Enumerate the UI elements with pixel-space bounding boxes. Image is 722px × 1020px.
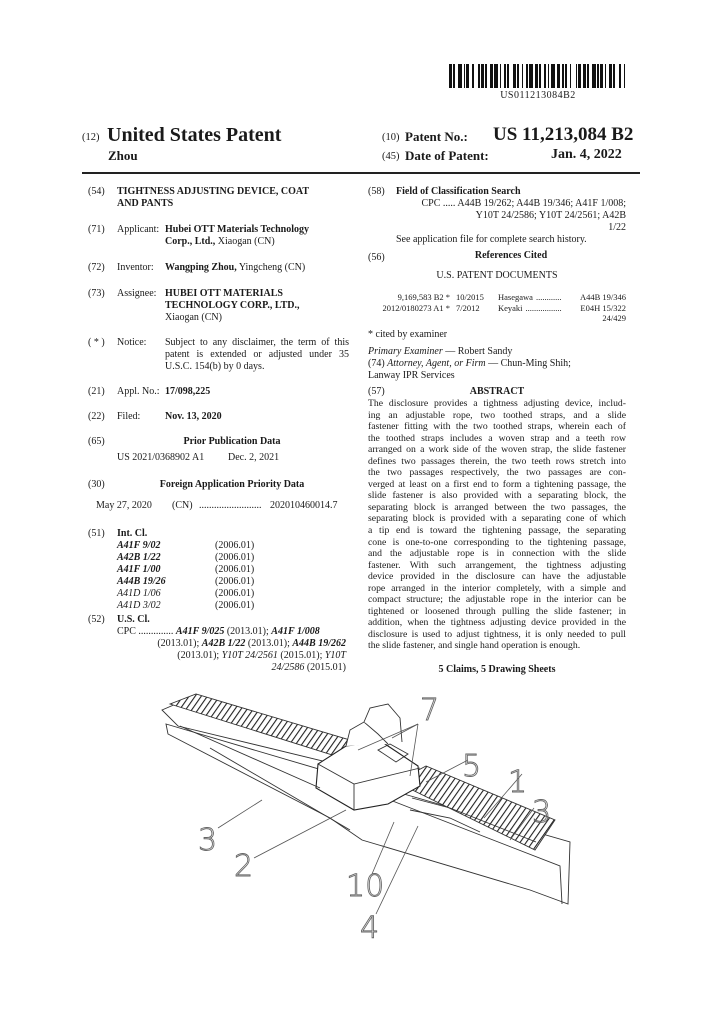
classification-line-1: CPC ..... A44B 19/262; A44B 19/346; A41F 1/008; — [421, 198, 626, 209]
date-label: Date of Patent: — [405, 148, 489, 163]
barcode-bar — [625, 64, 626, 88]
references-heading: References Cited — [474, 250, 548, 261]
patent-date: Jan. 4, 2022 — [551, 147, 622, 162]
abstract-line: rope arranged in the interior completely, with a simple and — [368, 582, 626, 594]
label-10: 10 — [346, 869, 385, 904]
us-patent-documents-heading: U.S. PATENT DOCUMENTS — [436, 270, 558, 281]
prior-publication-date: Dec. 2, 2021 — [228, 452, 280, 463]
us-cl-line-3: (2013.01); Y10T 24/2561 (2015.01); Y10T — [177, 650, 346, 661]
code-54: (54) — [88, 186, 105, 197]
us-cl-heading: U.S. Cl. — [117, 614, 150, 625]
abstract-line: tightened or loosened through pulling the slide fastener; in — [368, 605, 626, 617]
abstract-line: the slide fastener, and single hand operation is enough. — [368, 640, 581, 652]
attorney-firm: Lanway IPR Services — [368, 370, 455, 381]
header-rule — [82, 172, 640, 174]
code-52: (52) — [88, 614, 105, 625]
code-22: (22) — [88, 411, 105, 422]
label-3-right: 3 — [532, 795, 552, 830]
inventor-location: Yingcheng (CN) — [236, 262, 306, 273]
int-cl-version: (2006.01) — [215, 552, 255, 563]
appl-no-label: Appl. No.: — [117, 386, 160, 397]
code-10: (10) — [382, 132, 400, 143]
abstract-line: disclosure is used to adjust tightness, it is only needed to pull — [368, 628, 626, 640]
priority-number: 202010460014.7 — [270, 500, 338, 511]
abstract-line: the toothed straps includes a woven strap and a teeth row — [368, 432, 626, 444]
filed-date: Nov. 13, 2020 — [165, 411, 222, 422]
int-cl-version: (2006.01) — [215, 600, 255, 611]
invention-title-cont: AND PANTS — [117, 198, 174, 209]
int-cl-row — [117, 540, 254, 552]
abstract-line: defines two passages therein, the two teeth rows stretch into — [368, 455, 626, 467]
patent-number: US 11,213,084 B2 — [493, 124, 634, 145]
label-2: 2 — [234, 849, 254, 884]
reference-row: 9,169,583 B2 * 10/2015 Hasegawa ............ A44B 19/346 — [397, 292, 626, 302]
appl-no: 17/098,225 — [165, 386, 211, 397]
abstract-line: a tip end is toward the tightening passage, the separating — [368, 525, 626, 537]
abstract-line: arranged on a work side of the woven strap, the slide fastener — [368, 444, 626, 456]
priority-country: (CN) — [172, 500, 193, 511]
int-cl-heading: Int. Cl. — [117, 528, 148, 539]
priority-leader: ......................... — [199, 500, 262, 511]
claims-count: 5 Claims, 5 Drawing Sheets — [438, 664, 556, 675]
int-cl-row — [117, 552, 254, 564]
code-71: (71) — [88, 224, 105, 235]
label-7: 7 — [420, 693, 440, 728]
assignee-label: Assignee: — [117, 288, 157, 299]
code-21: (21) — [88, 386, 105, 397]
prior-publication-heading: Prior Publication Data — [183, 436, 281, 447]
applicant-label: Applicant: — [117, 224, 160, 235]
code-72: (72) — [88, 262, 105, 273]
foreign-priority-heading: Foreign Application Priority Data — [159, 479, 305, 490]
filed-label: Filed: — [117, 411, 141, 422]
label-3-left: 3 — [198, 823, 218, 858]
abstract-line: compact structure; the adjustable rope in the interior can be — [368, 594, 626, 606]
abstract-line: fastener fitting with the two toothed straps, wherein each of — [368, 421, 626, 433]
notice-label: Notice: — [117, 337, 147, 348]
label-4: 4 — [360, 911, 380, 946]
notice-text: Subject to any disclaimer, the term of this — [165, 337, 349, 348]
int-cl-row — [117, 564, 254, 576]
inventor-name: Wangping Zhou, — [165, 262, 237, 273]
code-45: (45) — [382, 151, 400, 162]
code-notice: ( * ) — [88, 337, 105, 348]
code-57: (57) — [368, 386, 385, 397]
examiner-label: Primary Examiner — [368, 346, 443, 357]
abstract-body — [368, 398, 626, 652]
reference-row: 2012/0180273 A1 * 7/2012 Keyaki ................. E04H 15/322 — [382, 302, 626, 313]
code-56: (56) — [368, 252, 385, 263]
label-5: 5 — [462, 749, 482, 784]
abstract-line: cone is one-to-one corresponding to the tightening passage, — [368, 536, 626, 548]
int-cl-version: (2006.01) — [215, 564, 255, 575]
code-30: (30) — [88, 479, 105, 490]
int-cl-row — [117, 588, 254, 600]
patent-drawing — [150, 690, 580, 950]
code-74: (74) — [368, 358, 385, 369]
priority-date: May 27, 2020 — [96, 500, 152, 511]
notice-text-3: U.S.C. 154(b) by 0 days. — [165, 361, 265, 372]
prior-publication-number: US 2021/0368902 A1 — [117, 452, 205, 463]
invention-title: TIGHTNESS ADJUSTING DEVICE, COAT — [117, 186, 310, 197]
abstract-line: verged at least on a first end to form a tightening passage, the — [368, 478, 626, 490]
int-cl-class: A44B 19/26 — [117, 576, 166, 587]
assignee-name: HUBEI OTT MATERIALS — [165, 288, 283, 299]
classification-line-3: 1/22 — [608, 222, 626, 233]
int-cl-class: A42B 1/22 — [117, 552, 161, 563]
inventor-label: Inventor: — [117, 262, 154, 273]
applicant-location: Xiaogan (CN) — [215, 236, 275, 247]
int-cl-class: A41F 9/02 — [117, 540, 161, 551]
code-51: (51) — [88, 528, 105, 539]
reference-list — [368, 292, 626, 324]
abstract-line: separating block is arranged between the two passages, the — [368, 501, 626, 513]
abstract-line: slide fastener is also provided with a separating block, the — [368, 490, 626, 502]
label-1: 1 — [508, 765, 528, 800]
code-58: (58) — [368, 186, 385, 197]
abstract-heading: ABSTRACT — [469, 386, 525, 397]
int-cl-version: (2006.01) — [215, 576, 255, 587]
int-cl-class: A41D 3/02 — [117, 600, 161, 611]
int-cl-row — [117, 600, 254, 612]
abstract-line: ing an adjustable rope, two toothed straps, and a slide — [368, 409, 626, 421]
abstract-line: and the adjustable rope is in connection with the slide — [368, 548, 626, 560]
int-cl-class: A41F 1/00 — [117, 564, 161, 575]
code-73: (73) — [88, 288, 105, 299]
primary-examiner: — Robert Sandy — [442, 346, 513, 357]
barcode — [449, 64, 627, 88]
assignee-location: Xiaogan (CN) — [165, 312, 222, 323]
int-cl-row — [117, 576, 254, 588]
barcode-number: US011213084B2 — [500, 90, 576, 101]
abstract-line: the two passages respectively, the two passages are con- — [368, 467, 626, 479]
applicant-name: Hubei OTT Materials Technology — [165, 224, 309, 235]
attorney-label: Attorney, Agent, or Firm — [387, 358, 486, 369]
classification-note: See application file for complete search history. — [396, 234, 587, 245]
us-cl-line-1: CPC .............. A41F 9/025 (2013.01); A41F 1/008 — [117, 626, 320, 637]
notice-text-2: patent is extended or adjusted under 35 — [165, 349, 349, 360]
document-title: United States Patent — [107, 124, 282, 146]
classification-line-2: Y10T 24/2586; Y10T 24/2561; A42B — [475, 210, 626, 221]
us-cl-line-4: 24/2586 (2015.01) — [271, 662, 346, 673]
classification-heading: Field of Classification Search — [396, 186, 521, 197]
applicant-name-cont: Corp., Ltd., — [165, 236, 216, 247]
us-cl-line-2: (2013.01); A42B 1/22 (2013.01); A44B 19/262 — [157, 638, 346, 649]
cited-by-examiner: * cited by examiner — [368, 329, 448, 340]
abstract-line: fastener. With such arrangement, the tightness adjusting — [368, 559, 626, 571]
reference-continuation: 24/429 — [602, 313, 626, 323]
assignee-name-cont: TECHNOLOGY CORP., LTD., — [165, 300, 300, 311]
attorney-name: — Chun-Ming Shih; — [485, 358, 571, 369]
abstract-line: addition, when the tightness adjusting device provided in the — [368, 617, 626, 629]
code-12: (12) — [82, 132, 100, 143]
int-cl-class: A41D 1/06 — [117, 588, 161, 599]
patent-no-label: Patent No.: — [405, 129, 468, 144]
int-cl-version: (2006.01) — [215, 588, 255, 599]
int-cl-version: (2006.01) — [215, 540, 255, 551]
code-65: (65) — [88, 436, 105, 447]
abstract-line: The disclosure provides a tightness adjusting device, includ- — [368, 398, 626, 409]
abstract-line: device provided in the disclosure can have the adjustable — [368, 571, 626, 583]
inventor-short: Zhou — [108, 148, 138, 163]
abstract-line: separating block is provided with a separating cone of which — [368, 513, 626, 525]
